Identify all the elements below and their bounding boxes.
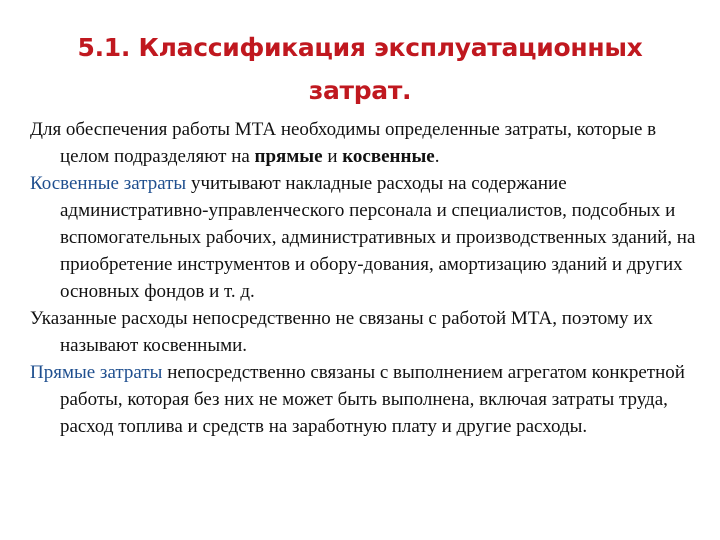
paragraph-indirect-note xyxy=(30,305,700,359)
slide-title-line-1: 5.1. Классификация эксплуатационных xyxy=(77,33,643,62)
paragraph-direct-costs xyxy=(30,359,700,440)
paragraph-intro xyxy=(30,116,700,170)
intro-period: . xyxy=(434,146,440,167)
slide-body xyxy=(30,116,700,440)
slide-title xyxy=(20,26,700,112)
indirect-costs-text: учитывают накладные расходы на содержание административно-управленческого персонала и специалистов, подсобных и вспомогательных рабочих, административных и производственных зданий, на приобретение инструментов и обору-дования, амортизацию зданий и других основных фондов и т. д. xyxy=(60,173,696,302)
term-indirect-bold: косвенные xyxy=(342,146,435,167)
indirect-note-text: Указанные расходы непосредственно не связаны с работой МТА, поэтому их называют косвенными. xyxy=(30,308,653,356)
indirect-costs-term: Косвенные затраты xyxy=(30,173,187,194)
slide-title-line-2: затрат. xyxy=(308,76,412,105)
term-direct-bold: прямые xyxy=(254,146,323,167)
intro-conjunction: и xyxy=(322,146,343,167)
direct-costs-text: непосредственно связаны с выполнением агрегатом конкретной работы, которая без них не может быть выполнена, включая затраты труда, расход топлива и средств на заработную плату и другие расходы. xyxy=(60,362,685,437)
intro-text: Для обеспечения работы МТА необходимы определенные затраты, которые в целом подразделяют на xyxy=(30,119,657,167)
paragraph-indirect-costs xyxy=(30,170,700,305)
direct-costs-term: Прямые затраты xyxy=(30,362,163,383)
